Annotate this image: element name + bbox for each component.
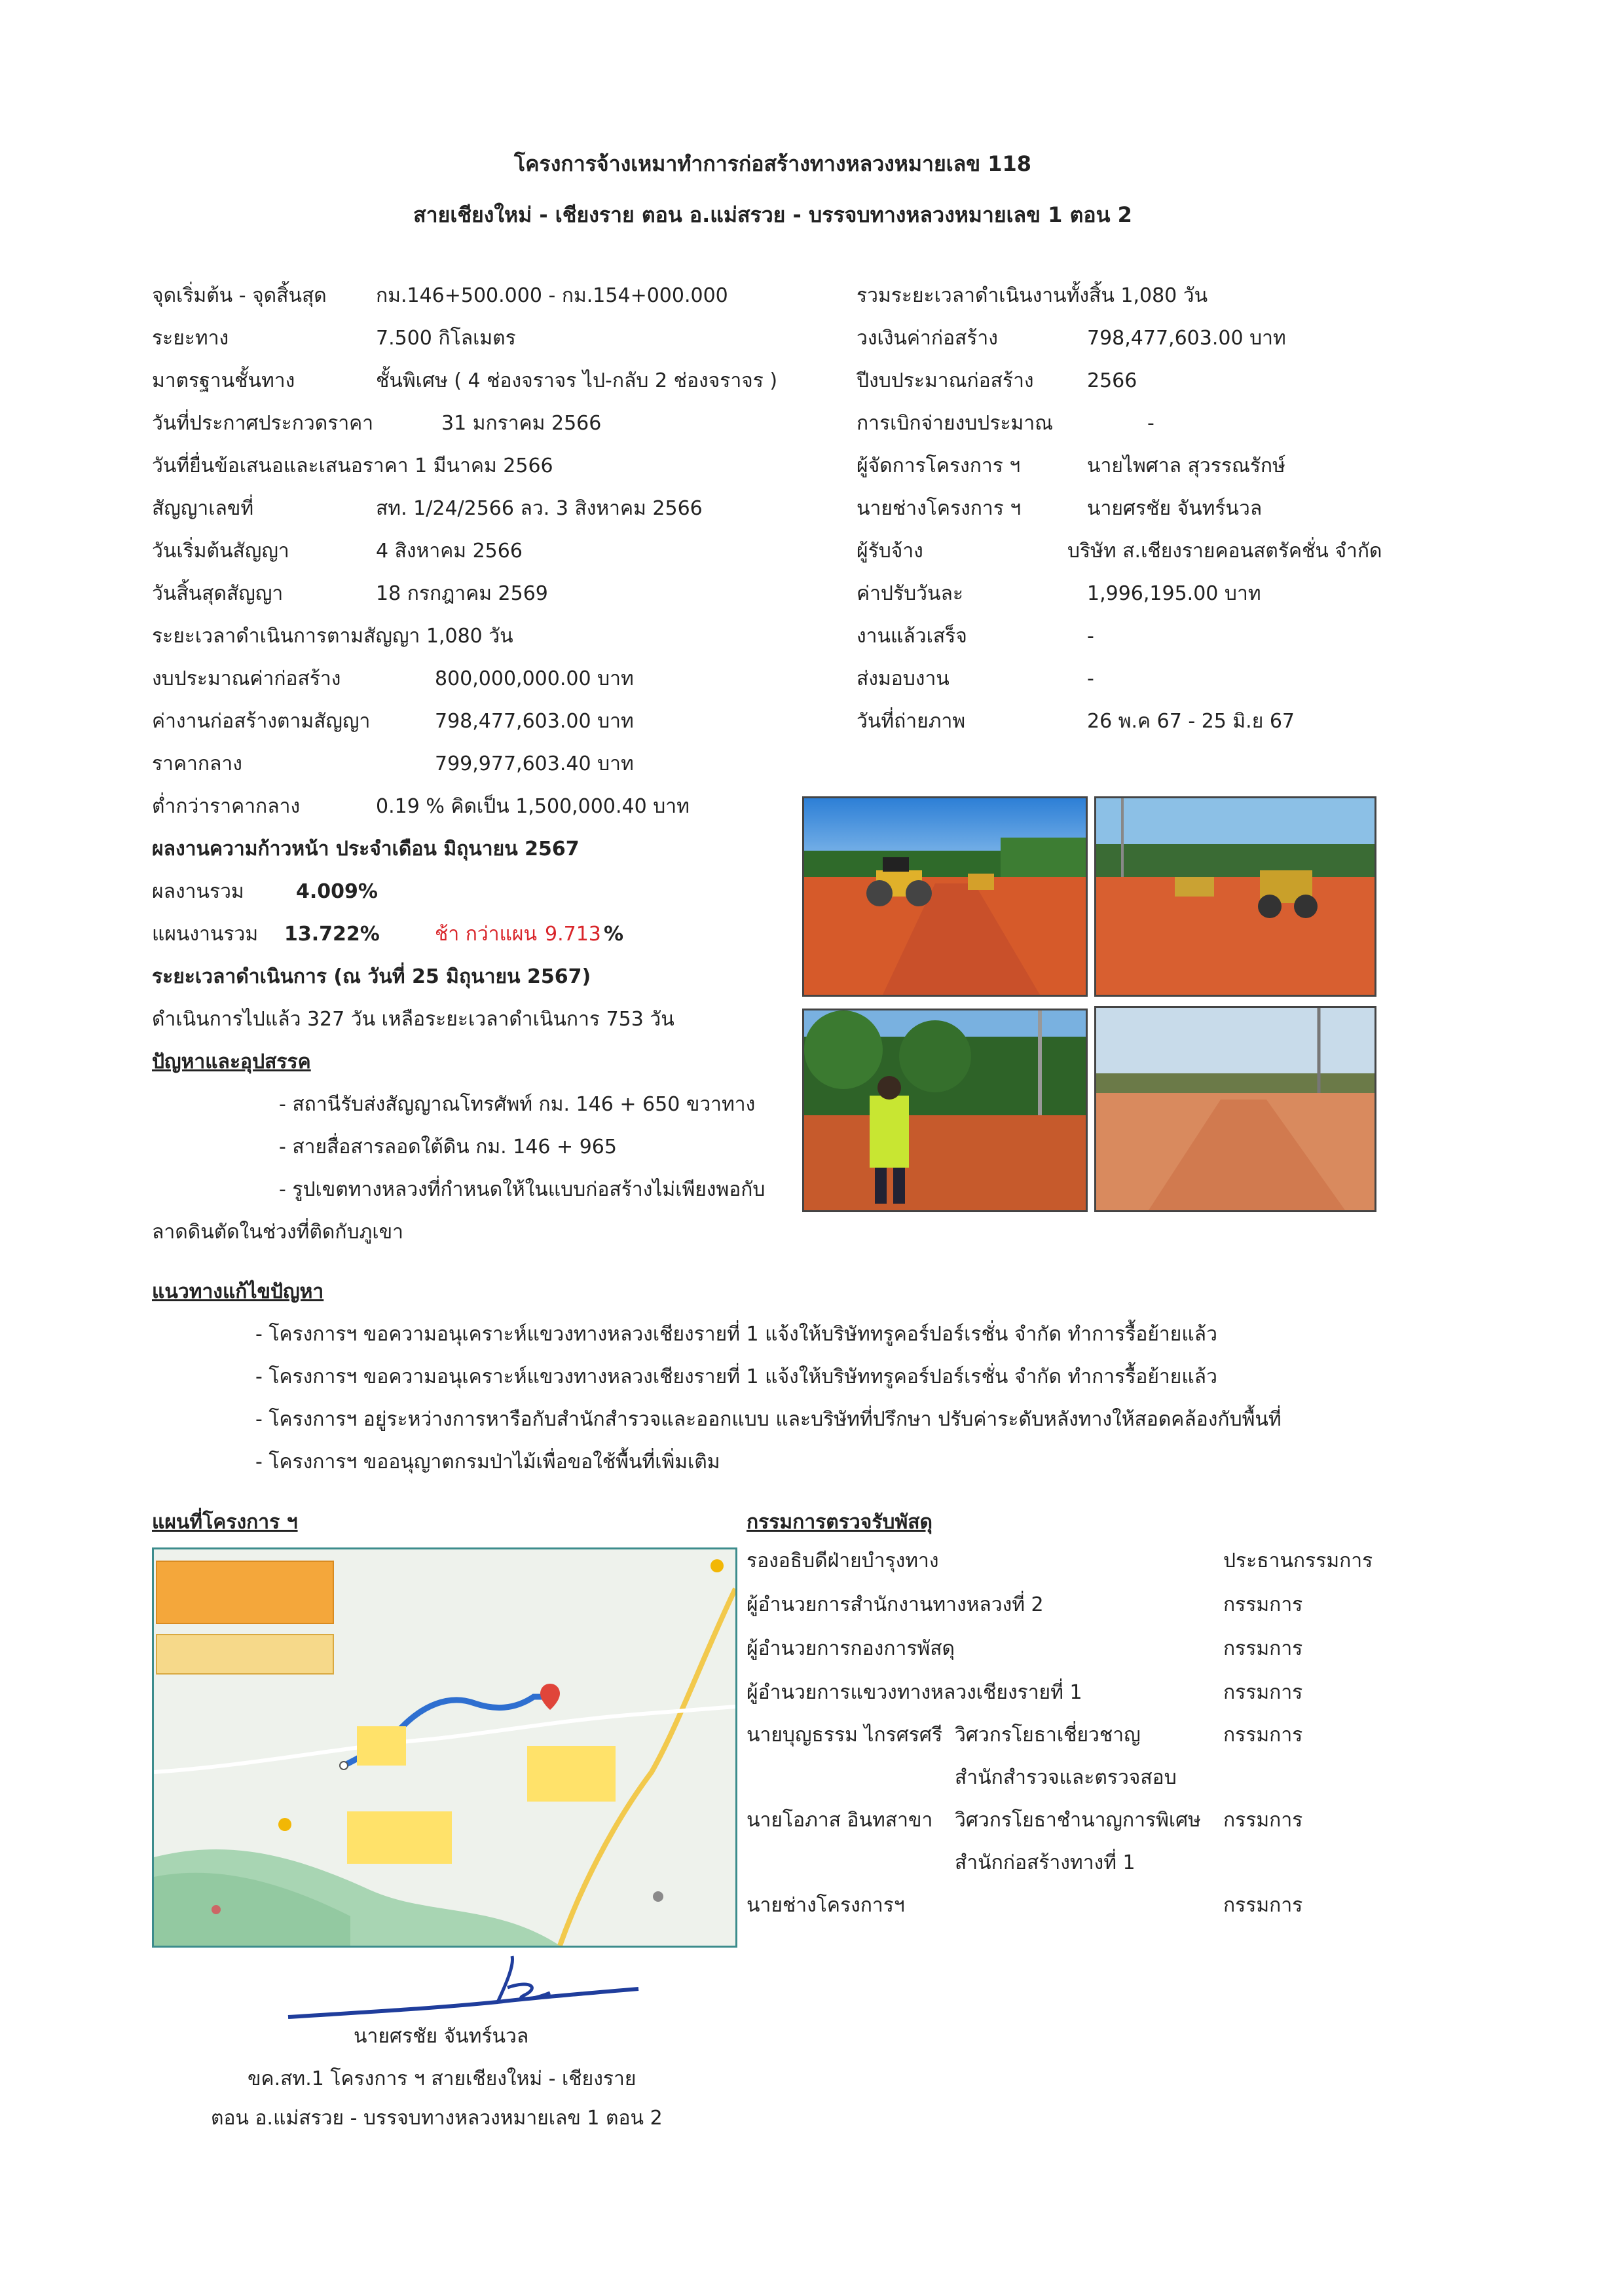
committee-member: นายช่างโครงการฯ (747, 1894, 905, 1917)
signature-mark (282, 1955, 648, 2027)
committee-role: ประธานกรรมการ (1223, 1549, 1373, 1572)
bid-submit-date: วันที่ยื่นข้อเสนอและเสนอราคา 1 มีนาคม 2566 (152, 454, 553, 477)
planned-progress-value: 13.722% (284, 923, 380, 946)
committee-member: ผู้อำนวยการกองการพัสดุ (747, 1637, 955, 1660)
contract-no-value: สท. 1/24/2566 ลว. 3 สิงหาคม 2566 (376, 497, 703, 520)
road-standard-value: ชั้นพิเศษ ( 4 ช่องจราจร ไป-กลับ 2 ช่องจราจร ) (376, 369, 778, 392)
site-photo-excavator (1094, 796, 1376, 997)
problem-item: - รูปเขตทางหลวงที่กำหนดให้ในแบบก่อสร้างไม่เพียงพอกับ (279, 1178, 766, 1201)
planned-progress-label: แผนงานรวม (152, 923, 259, 946)
start-end-label: จุดเริ่มต้น - จุดสิ้นสุด (152, 284, 327, 307)
budget-label: งบประมาณค่าก่อสร้าง (152, 667, 341, 690)
committee-position: วิศวกรโยธาเชี่ยวชาญ (955, 1724, 1141, 1747)
delay-label: ช้า กว่าแผน (435, 923, 538, 946)
problems-heading: ปัญหาและอุปสรรค (152, 1050, 311, 1073)
contract-end-value: 18 กรกฎาคม 2569 (376, 582, 548, 605)
road-standard-label: มาตรฐานชั้นทาง (152, 369, 295, 392)
below-median-value: 0.19 % คิดเป็น 1,500,000.40 บาท (376, 795, 690, 818)
document-title: โครงการจ้างเหมาทำการก่อสร้างทางหลวงหมายเลข 118 (513, 151, 1032, 176)
solutions-heading: แนวทางแก้ไขปัญหา (152, 1280, 324, 1303)
committee-role: กรรมการ (1223, 1809, 1303, 1832)
handover-value: - (1087, 667, 1094, 690)
photo-date-value: 26 พ.ค 67 - 25 มิ.ย 67 (1087, 710, 1295, 733)
contractor-label: ผู้รับจ้าง (857, 540, 923, 563)
site-photo-surveyor (802, 1009, 1088, 1212)
committee-member: นายบุญธรรม ไกรศรศรี (747, 1724, 943, 1747)
contract-no-label: สัญญาเลขที่ (152, 497, 254, 520)
committee-role: กรรมการ (1223, 1724, 1303, 1747)
daily-fine-label: ค่าปรับวันละ (857, 582, 963, 605)
committee-role: กรรมการ (1223, 1681, 1303, 1704)
solution-item: - โครงการฯ ขออนุญาตกรมป่าไม้เพื่อขอใช้พื้นที่เพิ่มเติม (255, 1451, 720, 1473)
construction-amount-value: 798,477,603.00 บาท (1087, 327, 1286, 350)
disbursement-label: การเบิกจ่ายงบประมาณ (857, 412, 1053, 435)
committee-role: กรรมการ (1223, 1593, 1303, 1616)
bid-announce-label: วันที่ประกาศประกวดราคา (152, 412, 374, 435)
total-duration: รวมระยะเวลาดำเนินงานทั้งสิ้น 1,080 วัน (857, 284, 1208, 307)
problem-item: - สถานีรับส่งสัญญาณโทรศัพท์ กม. 146 + 650 ขวาทาง (279, 1093, 756, 1116)
distance-value: 7.500 กิโลเมตร (376, 327, 516, 350)
photo-date-label: วันที่ถ่ายภาพ (857, 710, 966, 733)
problem-item: - สายสื่อสารลอดใต้ดิน กม. 146 + 965 (279, 1136, 617, 1158)
progress-heading: ผลงานความก้าวหน้า ประจำเดือน มิถุนายน 2567 (152, 838, 580, 861)
contract-value-value: 798,477,603.00 บาท (435, 710, 634, 733)
solution-item: - โครงการฯ ขอความอนุเคราะห์แขวงทางหลวงเชียงรายที่ 1 แจ้งให้บริษัททรูคอร์ปอร์เรชั่น จำกัด ทำการรื้อย้ายแล้ว (255, 1365, 1217, 1388)
median-price-label: ราคากลาง (152, 752, 242, 775)
disbursement-value: - (1147, 412, 1154, 435)
start-end-value: กม.146+500.000 - กม.154+000.000 (376, 284, 728, 307)
delay-value: 9.713 (545, 923, 601, 946)
map-heading: แผนที่โครงการ ฯ (152, 1511, 298, 1534)
signer-title: ขค.สท.1 โครงการ ฯ สายเชียงใหม่ - เชียงราย (248, 2067, 637, 2090)
signer-section: ตอน อ.แม่สรวย - บรรจบทางหลวงหมายเลข 1 ตอน 2 (211, 2107, 663, 2130)
project-manager-label: ผู้จัดการโครงการ ฯ (857, 454, 1021, 477)
duration-text: ดำเนินการไปแล้ว 327 วัน เหลือระยะเวลาดำเนินการ 753 วัน (152, 1008, 674, 1031)
project-engineer-label: นายช่างโครงการ ฯ (857, 497, 1022, 520)
problem-continuation: ลาดดินตัดในช่วงที่ติดกับภูเขา (152, 1221, 404, 1244)
budget-value: 800,000,000.00 บาท (435, 667, 634, 690)
site-photo-road (1094, 1006, 1376, 1212)
contract-duration: ระยะเวลาดำเนินการตามสัญญา 1,080 วัน (152, 625, 513, 648)
project-map (152, 1547, 737, 1948)
bid-announce-value: 31 มกราคม 2566 (441, 412, 602, 435)
committee-member: ผู้อำนวยการแขวงทางหลวงเชียงรายที่ 1 (747, 1681, 1082, 1704)
committee-member: นายโอภาส อินทสาขา (747, 1809, 933, 1832)
contractor-value: บริษัท ส.เชียงรายคอนสตรัคชั่น จำกัด (1067, 540, 1382, 563)
median-price-value: 799,977,603.40 บาท (435, 752, 634, 775)
committee-role: กรรมการ (1223, 1637, 1303, 1660)
actual-progress-label: ผลงานรวม (152, 880, 244, 903)
project-engineer-value: นายศรชัย จันทร์นวล (1087, 497, 1263, 520)
solution-item: - โครงการฯ อยู่ระหว่างการหารือกับสำนักสำรวจและออกแบบ และบริษัทที่ปรึกษา ปรับค่าระดับหลังทางให้สอดคล้องกับพื้นที่ (255, 1408, 1282, 1431)
committee-role: กรรมการ (1223, 1894, 1303, 1917)
contract-end-label: วันสิ้นสุดสัญญา (152, 582, 284, 605)
below-median-label: ต่ำกว่าราคากลาง (152, 795, 301, 818)
committee-unit: สำนักก่อสร้างทางที่ 1 (955, 1851, 1135, 1874)
handover-label: ส่งมอบงาน (857, 667, 950, 690)
committee-member: ผู้อำนวยการสำนักงานทางหลวงที่ 2 (747, 1593, 1044, 1616)
committee-heading: กรรมการตรวจรับพัสดุ (747, 1511, 933, 1534)
committee-position: วิศวกรโยธาชำนาญการพิเศษ (955, 1809, 1201, 1832)
completion-value: - (1087, 625, 1094, 648)
delay-unit: % (604, 923, 624, 946)
contract-value-label: ค่างานก่อสร้างตามสัญญา (152, 710, 371, 733)
committee-unit: สำนักสำรวจและตรวจสอบ (955, 1766, 1177, 1789)
fiscal-year-value: 2566 (1087, 369, 1137, 392)
committee-member: รองอธิบดีฝ่ายบำรุงทาง (747, 1549, 939, 1572)
completion-label: งานแล้วเสร็จ (857, 625, 967, 648)
fiscal-year-label: ปีงบประมาณก่อสร้าง (857, 369, 1034, 392)
construction-amount-label: วงเงินค่าก่อสร้าง (857, 327, 998, 350)
project-manager-value: นายไพศาล สุวรรณรักษ์ (1087, 454, 1285, 477)
contract-start-value: 4 สิงหาคม 2566 (376, 540, 523, 563)
distance-label: ระยะทาง (152, 327, 229, 350)
signer-name: นายศรชัย จันทร์นวล (354, 2025, 529, 2048)
site-photo-roller (802, 796, 1088, 997)
document-subtitle: สายเชียงใหม่ - เชียงราย ตอน อ.แม่สรวย - บรรจบทางหลวงหมายเลข 1 ตอน 2 (413, 202, 1132, 227)
contract-start-label: วันเริ่มต้นสัญญา (152, 540, 289, 563)
solution-item: - โครงการฯ ขอความอนุเคราะห์แขวงทางหลวงเชียงรายที่ 1 แจ้งให้บริษัททรูคอร์ปอร์เรชั่น จำกัด ทำการรื้อย้ายแล้ว (255, 1323, 1217, 1346)
daily-fine-value: 1,996,195.00 บาท (1087, 582, 1261, 605)
duration-heading: ระยะเวลาดำเนินการ (ณ วันที่ 25 มิถุนายน 2567) (152, 965, 591, 988)
actual-progress-value: 4.009% (296, 880, 378, 903)
